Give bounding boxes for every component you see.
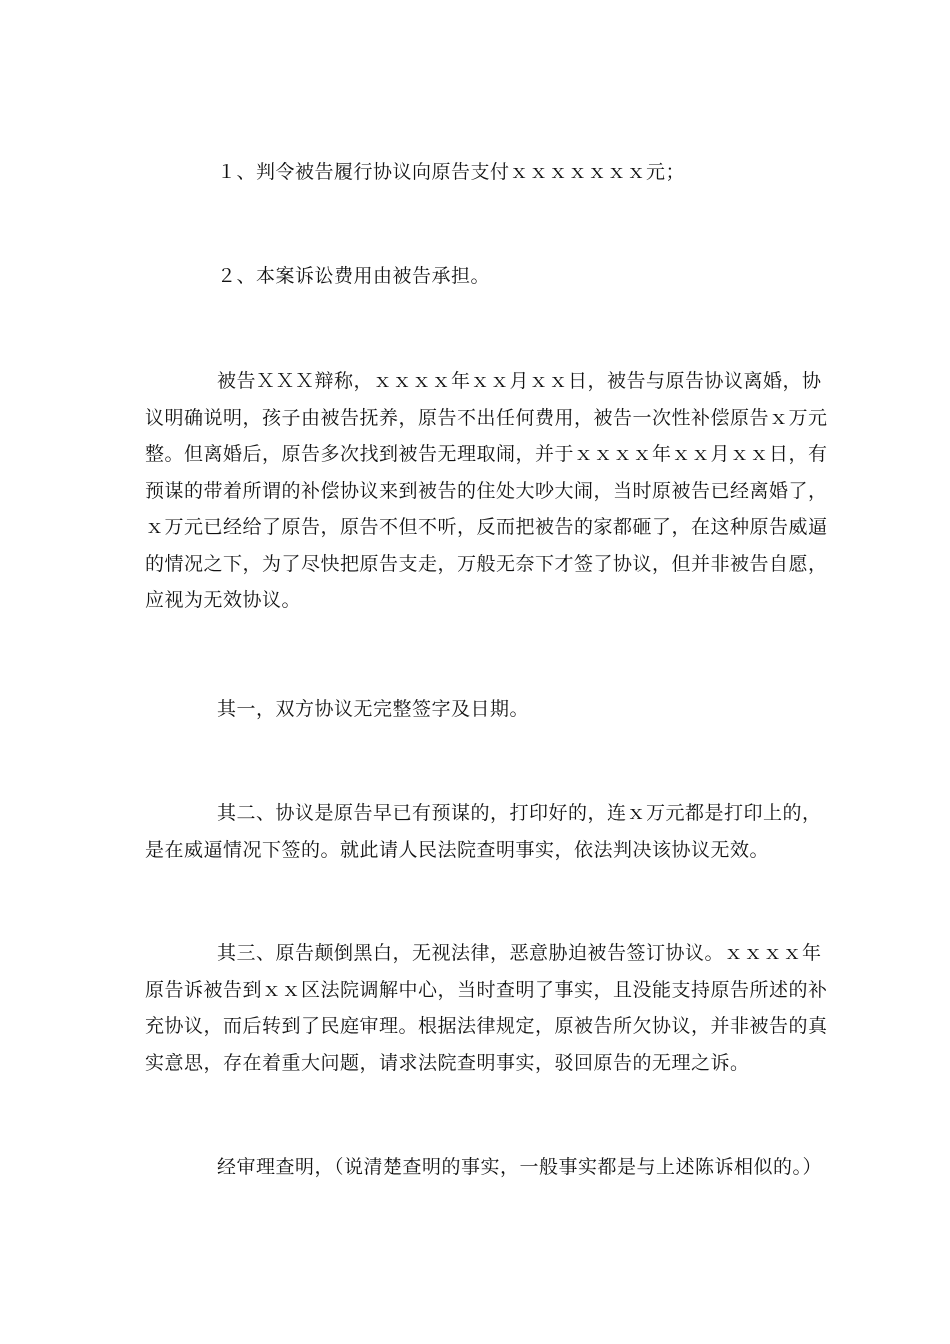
point-three: 其三、原告颠倒黑白，无视法律，恶意胁迫被告签订协议。ｘｘｘｘ年原告诉被告到ｘｘ区法院调解中心，当时查明了事实，且没能支持原告所述的补充协议，而后转到了民庭审理。根据法律规定，原被告所欠协议，并非被告的真实意思，存在着重大问题，请求法院查明事实，驳回原告的无理之诉。 bbox=[145, 942, 828, 1074]
defendant-statement: 被告ＸＸＸ辩称，ｘｘｘｘ年ｘｘ月ｘｘ日，被告与原告协议离婚，协议明确说明，孩子由被告抚养，原告不出任何费用，被告一次性补偿原告ｘ万元整。但离婚后，原告多次找到被告无理取闹，并于ｘｘｘｘ年ｘｘ月ｘｘ日，有预谋的带着所谓的补偿协议来到被告的住处大吵大闹，当时原被告已经离婚了，ｘ万元已经给了原告，原告不但不听，反而把被告的家都砸了，在这种原告威逼的情况之下，为了尽快把原告支走，万般无奈下才签了协议，但并非被告自愿，应视为无效协议。 bbox=[145, 370, 828, 611]
claim-item-2: ２、本案诉讼费用由被告承担。 bbox=[217, 265, 491, 287]
trial-findings: 经审理查明，（说清楚查明的事实，一般事实都是与上述陈诉相似的。） bbox=[217, 1156, 823, 1178]
point-one: 其一，双方协议无完整签字及日期。 bbox=[217, 698, 530, 720]
point-two: 其二、协议是原告早已有预谋的，打印好的，连ｘ万元都是打印上的，是在威逼情况下签的。就此请人民法院查明事实，依法判决该协议无效。 bbox=[145, 802, 822, 861]
claim-item-1: １、判令被告履行协议向原告支付ｘｘｘｘｘｘｘ元； bbox=[217, 161, 686, 183]
